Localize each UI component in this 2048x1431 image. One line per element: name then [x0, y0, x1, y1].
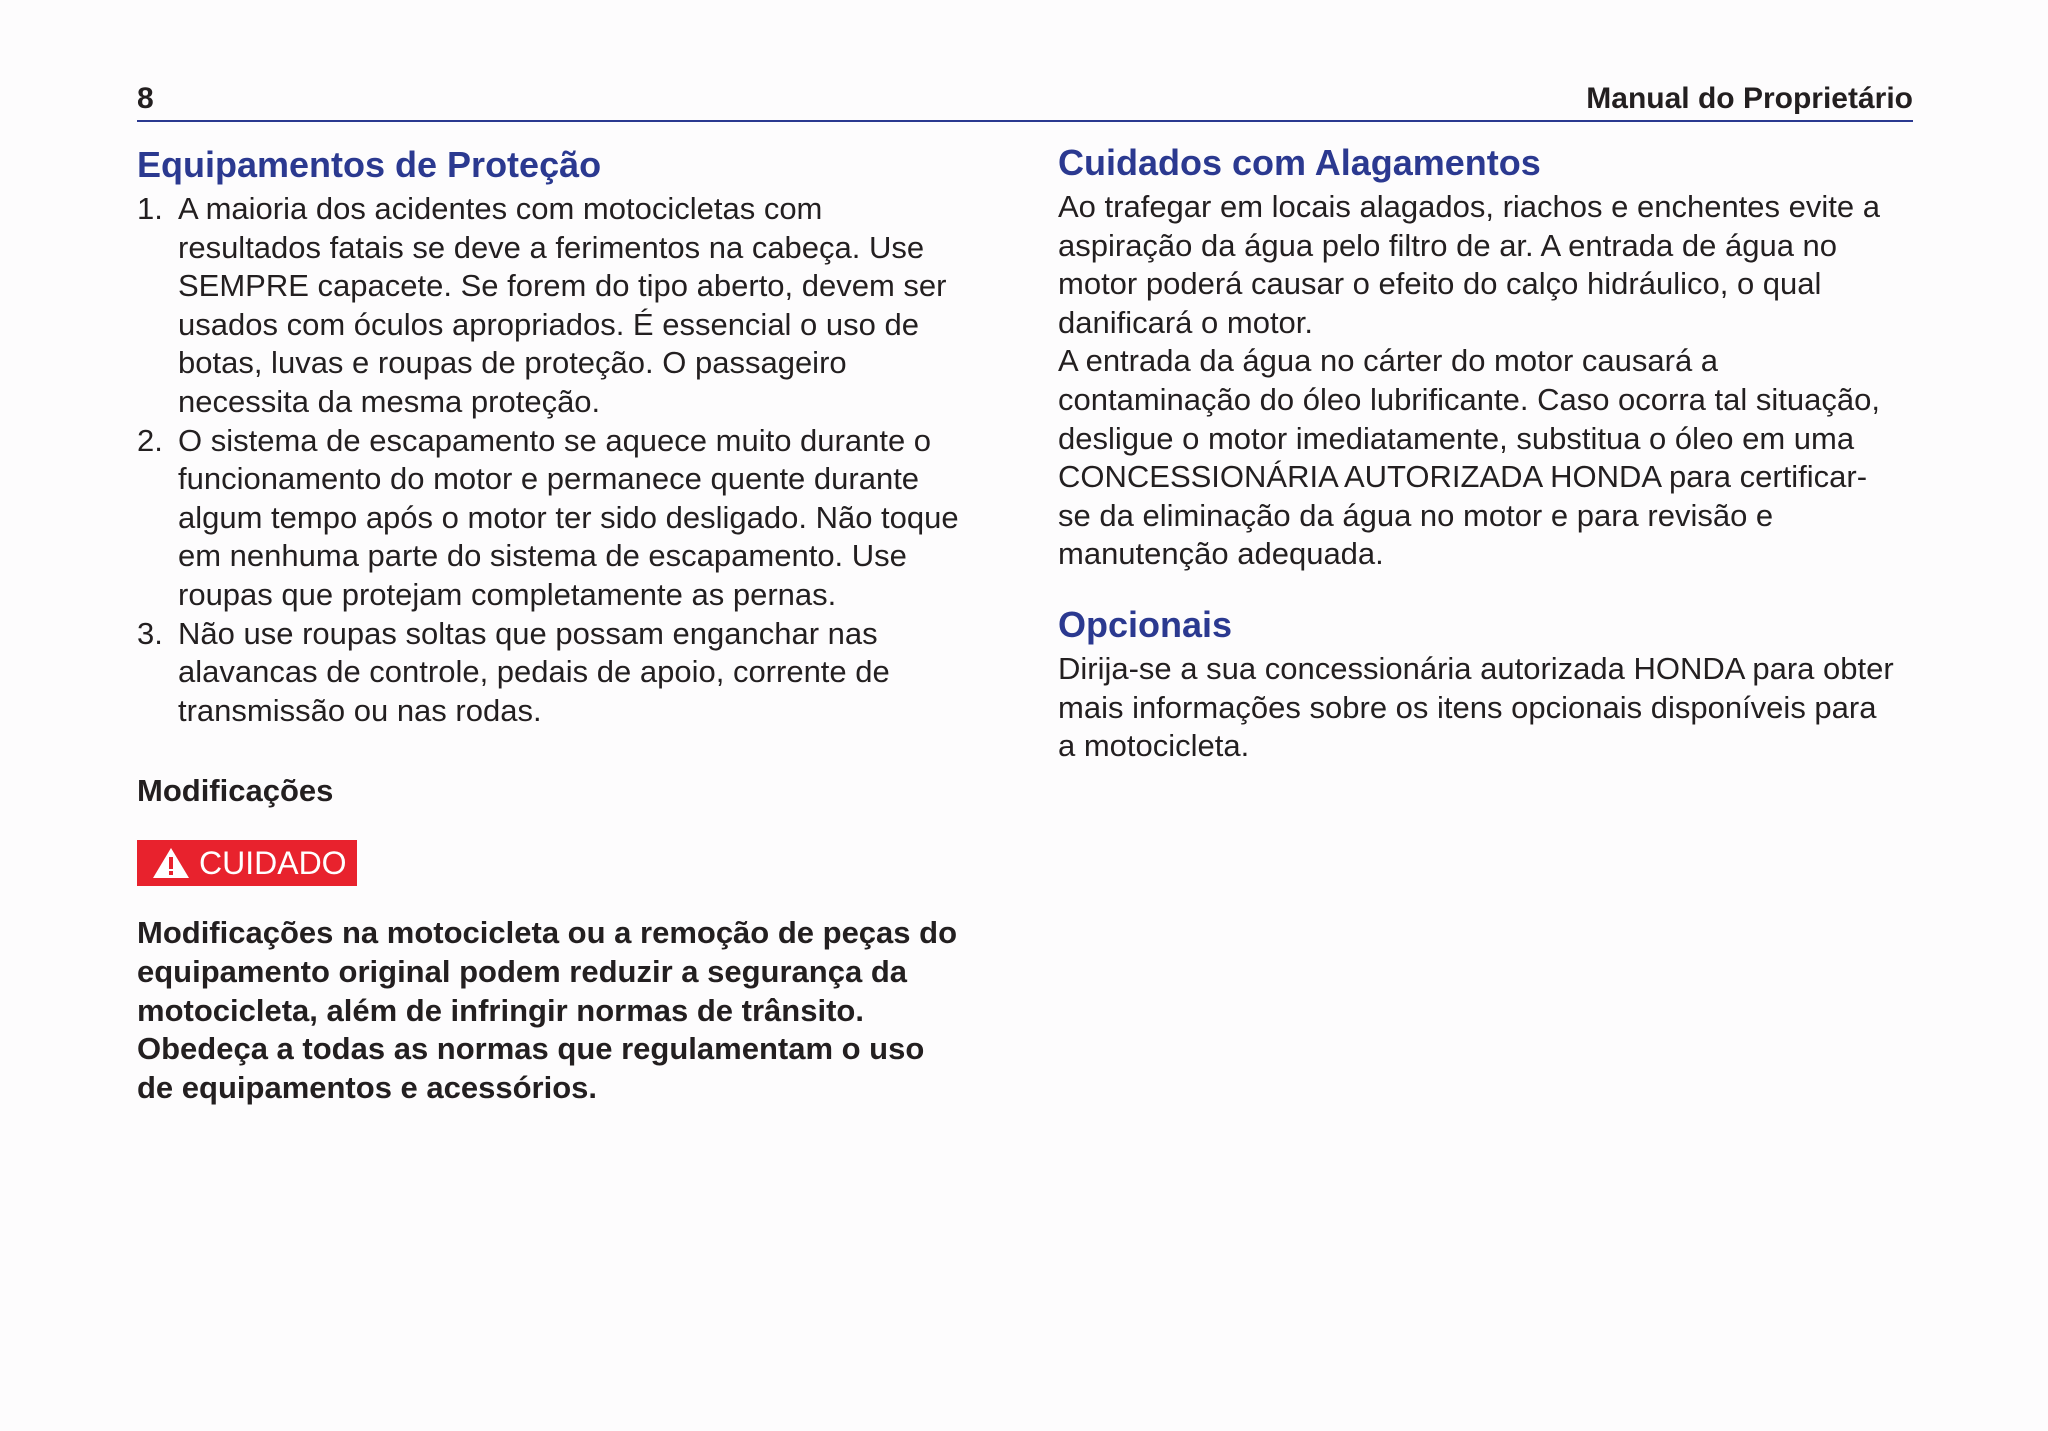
paragraph-line: Dirija-se a sua concessionária autorizada HONDA para obter: [1058, 650, 1894, 686]
paragraph-line: mais informações sobre os itens opcionais disponíveis para: [1058, 689, 1877, 725]
section-title-modificacoes: Modificações: [137, 773, 334, 809]
warning-line: Obedeça a todas as normas que regulamentam o uso: [137, 1031, 925, 1067]
warning-line: Modificações na motocicleta ou a remoção de peças do: [137, 915, 958, 951]
list-item-line: botas, luvas e roupas de proteção. O passageiro: [178, 345, 847, 381]
list-item-line: Não use roupas soltas que possam enganchar nas: [178, 615, 878, 651]
paragraph-line: aspiração da água pelo filtro de ar. A entrada de água no: [1058, 227, 1838, 263]
paragraph-line: motor poderá causar o efeito do calço hidráulico, o qual: [1058, 266, 1822, 302]
warning-triangle-icon: [151, 846, 191, 880]
paragraph-line: a motocicleta.: [1058, 728, 1250, 764]
paragraph-line: se da eliminação da água no motor e para revisão e: [1058, 497, 1774, 533]
right-column: [1058, 130, 1928, 766]
paragraph-line: A entrada da água no cárter do motor causará a: [1058, 343, 1719, 379]
list-item-line: A maioria dos acidentes com motocicletas com: [178, 191, 823, 226]
list-item-line: O sistema de escapamento se aquece muito durante o: [178, 422, 932, 458]
page-number: 8: [137, 82, 154, 115]
list-item-number: 1.: [137, 191, 163, 226]
list-item-line: transmissão ou nas rodas.: [178, 692, 542, 728]
warning-badge: [137, 840, 357, 886]
alagamentos-paragraph-1: [1058, 188, 1928, 342]
manual-title: Manual do Proprietário: [1586, 82, 1913, 115]
list-item-line: alavancas de controle, pedais de apoio, corrente de: [178, 654, 890, 690]
paragraph-line: desligue o motor imediatamente, substitua o óleo em uma: [1058, 420, 1855, 456]
protection-list: [137, 190, 1007, 730]
list-item-line: necessita da mesma proteção.: [178, 383, 601, 419]
list-item-number: 3.: [137, 615, 163, 651]
list-item: [137, 190, 1007, 422]
list-item: [137, 615, 1007, 731]
list-item-line: usados com óculos apropriados. É essencial o uso de: [178, 306, 919, 342]
warning-line: de equipamentos e acessórios.: [137, 1069, 598, 1105]
section-title-opcionais: Opcionais: [1058, 603, 1233, 645]
list-item-line: em nenhuma parte do sistema de escapamento. Use: [178, 538, 907, 574]
list-item-number: 2.: [137, 422, 163, 458]
opcionais-paragraph: [1058, 650, 1928, 766]
warning-label: CUIDADO: [199, 845, 347, 882]
page-header: [137, 78, 1913, 122]
list-item-line: SEMPRE capacete. Se forem do tipo aberto, devem ser: [178, 268, 947, 304]
list-item: [137, 422, 1007, 615]
list-item-line: algum tempo após o motor ter sido desligado. Não toque: [178, 499, 959, 535]
warning-text: [137, 914, 1007, 1107]
paragraph-line: CONCESSIONÁRIA AUTORIZADA HONDA para certificar-: [1058, 459, 1868, 495]
section-title-alagamentos: Cuidados com Alagamentos: [1058, 142, 1541, 183]
section-title-equipamentos: Equipamentos de Proteção: [137, 144, 602, 185]
alagamentos-paragraph-2: [1058, 342, 1928, 574]
warning-line: motocicleta, além de infringir normas de trânsito.: [137, 992, 864, 1028]
list-item-line: funcionamento do motor e permanece quente durante: [178, 461, 920, 497]
paragraph-line: contaminação do óleo lubrificante. Caso ocorra tal situação,: [1058, 381, 1880, 417]
list-item-line: roupas que protejam completamente as pernas.: [178, 576, 837, 612]
paragraph-line: danificará o motor.: [1058, 304, 1314, 340]
paragraph-line: manutenção adequada.: [1058, 536, 1384, 572]
list-item-line: resultados fatais se deve a ferimentos na cabeça. Use: [178, 229, 925, 265]
warning-line: equipamento original podem reduzir a segurança da: [137, 953, 907, 989]
left-column: [137, 130, 1007, 1107]
paragraph-line: Ao trafegar em locais alagados, riachos e enchentes evite a: [1058, 189, 1880, 224]
